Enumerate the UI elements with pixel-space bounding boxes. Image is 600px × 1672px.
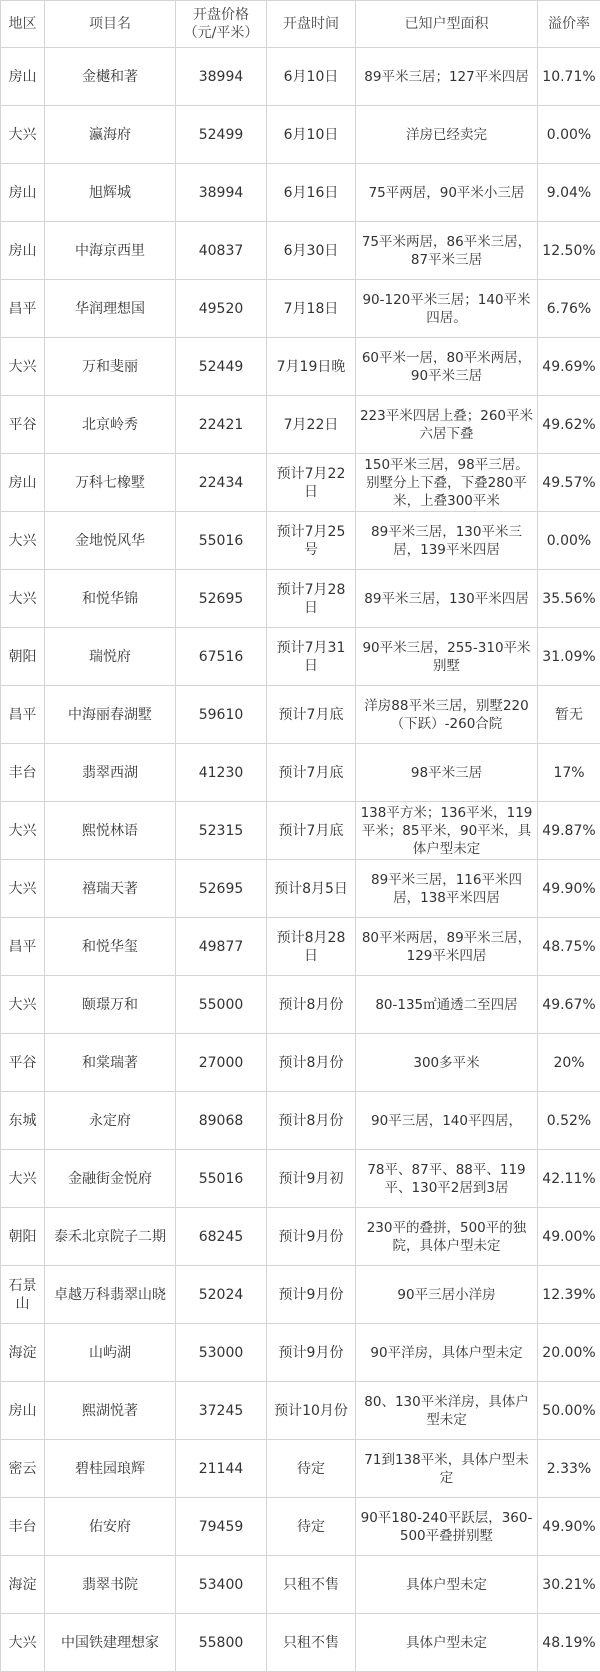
table-row	[1, 48, 600, 106]
district-cell: 昌平	[1, 280, 45, 338]
opening-date-cell: 预计7月25号	[267, 512, 356, 570]
opening-date-cell: 7月22日	[267, 396, 356, 454]
project-name-cell: 瀛海府	[45, 106, 176, 164]
unit-sizes-cell: 89平米三居；127平米四居	[356, 48, 538, 106]
price-cell: 49877	[176, 918, 267, 976]
project-name-cell: 翡翠书院	[45, 1556, 176, 1614]
table-row	[1, 744, 600, 802]
premium-rate-cell: 49.62%	[538, 396, 600, 454]
price-cell: 37245	[176, 1382, 267, 1440]
district-cell: 昌平	[1, 918, 45, 976]
district-cell: 密云	[1, 1440, 45, 1498]
price-cell: 22421	[176, 396, 267, 454]
price-cell: 59610	[176, 686, 267, 744]
unit-sizes-cell: 洋房88平米三居，别墅220（下跃）-260合院	[356, 686, 538, 744]
price-cell: 55016	[176, 512, 267, 570]
project-name-cell: 万和斐丽	[45, 338, 176, 396]
premium-rate-cell: 6.76%	[538, 280, 600, 338]
price-cell: 41230	[176, 744, 267, 802]
opening-date-cell: 预计8月份	[267, 1034, 356, 1092]
price-cell: 40837	[176, 222, 267, 280]
district-cell: 房山	[1, 1382, 45, 1440]
district-cell: 房山	[1, 454, 45, 512]
unit-sizes-cell: 138平方米；136平米，119平米；85平米，90平米，具体户型未定	[356, 802, 538, 860]
district-cell: 海淀	[1, 1324, 45, 1382]
project-name-cell: 和棠瑞著	[45, 1034, 176, 1092]
table-row	[1, 860, 600, 918]
project-name-cell: 禧瑞天著	[45, 860, 176, 918]
opening-date-cell: 预计9月初	[267, 1150, 356, 1208]
project-name-cell: 泰禾北京院子二期	[45, 1208, 176, 1266]
header-premium-rate: 溢价率	[538, 1, 600, 48]
price-cell: 55016	[176, 1150, 267, 1208]
district-cell: 昌平	[1, 686, 45, 744]
header-unit-sizes: 已知户型面积	[356, 1, 538, 48]
opening-date-cell: 预计9月份	[267, 1324, 356, 1382]
table-row	[1, 1556, 600, 1614]
district-cell: 大兴	[1, 570, 45, 628]
price-cell: 53000	[176, 1324, 267, 1382]
project-name-cell: 翡翠西湖	[45, 744, 176, 802]
district-cell: 平谷	[1, 1034, 45, 1092]
premium-rate-cell: 49.00%	[538, 1208, 600, 1266]
table-row	[1, 280, 600, 338]
district-cell: 房山	[1, 164, 45, 222]
price-cell: 89068	[176, 1092, 267, 1150]
price-cell: 52695	[176, 860, 267, 918]
unit-sizes-cell: 150平米三居，98平三居。别墅分上下叠，下叠280平米，上叠300平米	[356, 454, 538, 512]
unit-sizes-cell: 90平三居，140平四居，	[356, 1092, 538, 1150]
project-name-cell: 和悦华玺	[45, 918, 176, 976]
table-row	[1, 1150, 600, 1208]
opening-date-cell: 6月30日	[267, 222, 356, 280]
premium-rate-cell: 30.21%	[538, 1556, 600, 1614]
price-cell: 67516	[176, 628, 267, 686]
table-row	[1, 454, 600, 512]
table-row	[1, 570, 600, 628]
premium-rate-cell: 50.00%	[538, 1382, 600, 1440]
premium-rate-cell: 48.75%	[538, 918, 600, 976]
premium-rate-cell: 0.00%	[538, 106, 600, 164]
price-cell: 38994	[176, 48, 267, 106]
unit-sizes-cell: 90平米三居，255-310平米别墅	[356, 628, 538, 686]
header-project-name: 项目名	[45, 1, 176, 48]
premium-rate-cell: 2.33%	[538, 1440, 600, 1498]
unit-sizes-cell: 98平米三居	[356, 744, 538, 802]
price-cell: 49520	[176, 280, 267, 338]
price-cell: 68245	[176, 1208, 267, 1266]
unit-sizes-cell: 具体户型未定	[356, 1556, 538, 1614]
price-cell: 22434	[176, 454, 267, 512]
opening-date-cell: 预计7月底	[267, 686, 356, 744]
unit-sizes-cell: 75平两居，90平米小三居	[356, 164, 538, 222]
district-cell: 大兴	[1, 976, 45, 1034]
district-cell: 大兴	[1, 338, 45, 396]
table-row	[1, 1440, 600, 1498]
project-name-cell: 熙悦林语	[45, 802, 176, 860]
opening-date-cell: 6月16日	[267, 164, 356, 222]
unit-sizes-cell: 90-120平米三居；140平米四居。	[356, 280, 538, 338]
premium-rate-cell: 9.04%	[538, 164, 600, 222]
premium-rate-cell: 42.11%	[538, 1150, 600, 1208]
district-cell: 大兴	[1, 1614, 45, 1672]
district-cell: 房山	[1, 222, 45, 280]
premium-rate-cell: 48.19%	[538, 1614, 600, 1672]
district-cell: 平谷	[1, 396, 45, 454]
premium-rate-cell: 49.90%	[538, 860, 600, 918]
premium-rate-cell: 49.87%	[538, 802, 600, 860]
header-opening-price: 开盘价格（元/平米）	[176, 1, 267, 48]
district-cell: 大兴	[1, 106, 45, 164]
table-row	[1, 686, 600, 744]
project-name-cell: 山屿湖	[45, 1324, 176, 1382]
table-row	[1, 338, 600, 396]
opening-date-cell: 预计8月份	[267, 1092, 356, 1150]
premium-rate-cell: 31.09%	[538, 628, 600, 686]
premium-rate-cell: 暂无	[538, 686, 600, 744]
project-name-cell: 中海京西里	[45, 222, 176, 280]
district-cell: 大兴	[1, 860, 45, 918]
table-row	[1, 1266, 600, 1324]
price-cell: 21144	[176, 1440, 267, 1498]
project-name-cell: 金地悦风华	[45, 512, 176, 570]
premium-rate-cell: 49.57%	[538, 454, 600, 512]
project-name-cell: 北京岭秀	[45, 396, 176, 454]
unit-sizes-cell: 89平米三居，130平米四居	[356, 570, 538, 628]
header-opening-date: 开盘时间	[267, 1, 356, 48]
premium-rate-cell: 0.52%	[538, 1092, 600, 1150]
opening-date-cell: 待定	[267, 1440, 356, 1498]
header-row	[1, 1, 600, 48]
project-name-cell: 卓越万科翡翠山晓	[45, 1266, 176, 1324]
premium-rate-cell: 10.71%	[538, 48, 600, 106]
table-row	[1, 628, 600, 686]
price-cell: 52449	[176, 338, 267, 396]
project-name-cell: 佑安府	[45, 1498, 176, 1556]
opening-date-cell: 预计8月份	[267, 976, 356, 1034]
project-name-cell: 华润理想国	[45, 280, 176, 338]
price-cell: 27000	[176, 1034, 267, 1092]
opening-date-cell: 只租不售	[267, 1614, 356, 1672]
project-name-cell: 金融街金悦府	[45, 1150, 176, 1208]
district-cell: 丰台	[1, 1498, 45, 1556]
unit-sizes-cell: 具体户型未定	[356, 1614, 538, 1672]
district-cell: 东城	[1, 1092, 45, 1150]
opening-date-cell: 只租不售	[267, 1556, 356, 1614]
project-name-cell: 中海丽春湖墅	[45, 686, 176, 744]
price-cell: 55000	[176, 976, 267, 1034]
premium-rate-cell: 0.00%	[538, 512, 600, 570]
header-district: 地区	[1, 1, 45, 48]
opening-date-cell: 预计7月底	[267, 802, 356, 860]
table-row	[1, 512, 600, 570]
unit-sizes-cell: 223平米四居上叠；260平米六居下叠	[356, 396, 538, 454]
project-name-cell: 熙湖悦著	[45, 1382, 176, 1440]
price-cell: 52315	[176, 802, 267, 860]
table-row	[1, 1208, 600, 1266]
unit-sizes-cell: 89平米三居，116平米四居，138平米四居	[356, 860, 538, 918]
opening-date-cell: 7月19日晚	[267, 338, 356, 396]
unit-sizes-cell: 60平米一居，80平米两居，90平米三居	[356, 338, 538, 396]
unit-sizes-cell: 90平180-240平跃层，360-500平叠拼别墅	[356, 1498, 538, 1556]
unit-sizes-cell: 75平米两居，86平米三居，87平米三居	[356, 222, 538, 280]
unit-sizes-cell: 90平洋房，具体户型未定	[356, 1324, 538, 1382]
unit-sizes-cell: 80-135㎡通透二至四居	[356, 976, 538, 1034]
project-name-cell: 万科七橡墅	[45, 454, 176, 512]
opening-date-cell: 预计9月份	[267, 1208, 356, 1266]
project-name-cell: 颐璟万和	[45, 976, 176, 1034]
premium-rate-cell: 49.69%	[538, 338, 600, 396]
table-row	[1, 396, 600, 454]
opening-date-cell: 7月18日	[267, 280, 356, 338]
price-cell: 79459	[176, 1498, 267, 1556]
premium-rate-cell: 12.50%	[538, 222, 600, 280]
project-name-cell: 旭辉城	[45, 164, 176, 222]
unit-sizes-cell: 71到138平米，具体户型未定	[356, 1440, 538, 1498]
price-cell: 52024	[176, 1266, 267, 1324]
district-cell: 海淀	[1, 1556, 45, 1614]
premium-rate-cell: 49.67%	[538, 976, 600, 1034]
project-name-cell: 瑞悦府	[45, 628, 176, 686]
opening-date-cell: 6月10日	[267, 48, 356, 106]
opening-date-cell: 预计7月底	[267, 744, 356, 802]
price-cell: 53400	[176, 1556, 267, 1614]
price-cell: 55800	[176, 1614, 267, 1672]
table-row	[1, 1092, 600, 1150]
opening-date-cell: 预计7月28日	[267, 570, 356, 628]
premium-rate-cell: 20%	[538, 1034, 600, 1092]
opening-date-cell: 预计10月份	[267, 1382, 356, 1440]
district-cell: 大兴	[1, 802, 45, 860]
district-cell: 房山	[1, 48, 45, 106]
premium-rate-cell: 20.00%	[538, 1324, 600, 1382]
premium-rate-cell: 12.39%	[538, 1266, 600, 1324]
opening-date-cell: 预计7月31日	[267, 628, 356, 686]
district-cell: 石景山	[1, 1266, 45, 1324]
table-row	[1, 976, 600, 1034]
table-header	[1, 1, 600, 48]
opening-date-cell: 待定	[267, 1498, 356, 1556]
unit-sizes-cell: 78平、87平、88平、119平、130平2居到3居	[356, 1150, 538, 1208]
table-row	[1, 918, 600, 976]
project-name-cell: 金樾和著	[45, 48, 176, 106]
table-row	[1, 1324, 600, 1382]
unit-sizes-cell: 89平米三居，130平米三居，139平米四居	[356, 512, 538, 570]
table-body	[1, 48, 600, 1672]
table-row	[1, 1382, 600, 1440]
unit-sizes-cell: 洋房已经卖完	[356, 106, 538, 164]
district-cell: 丰台	[1, 744, 45, 802]
unit-sizes-cell: 300多平米	[356, 1034, 538, 1092]
unit-sizes-cell: 80、130平米洋房，具体户型未定	[356, 1382, 538, 1440]
unit-sizes-cell: 90平三居小洋房	[356, 1266, 538, 1324]
opening-date-cell: 6月10日	[267, 106, 356, 164]
premium-rate-cell: 17%	[538, 744, 600, 802]
table-row	[1, 1614, 600, 1672]
table-row	[1, 164, 600, 222]
project-name-cell: 碧桂园琅辉	[45, 1440, 176, 1498]
table-row	[1, 222, 600, 280]
table-row	[1, 1034, 600, 1092]
district-cell: 朝阳	[1, 1208, 45, 1266]
price-cell: 52499	[176, 106, 267, 164]
unit-sizes-cell: 80平米两居，89平米三居，129平米四居	[356, 918, 538, 976]
opening-date-cell: 预计8月5日	[267, 860, 356, 918]
price-cell: 38994	[176, 164, 267, 222]
premium-rate-cell: 35.56%	[538, 570, 600, 628]
district-cell: 大兴	[1, 512, 45, 570]
project-name-cell: 中国铁建理想家	[45, 1614, 176, 1672]
table-row	[1, 802, 600, 860]
district-cell: 朝阳	[1, 628, 45, 686]
opening-date-cell: 预计8月28日	[267, 918, 356, 976]
table-row	[1, 106, 600, 164]
project-name-cell: 和悦华锦	[45, 570, 176, 628]
opening-date-cell: 预计7月22日	[267, 454, 356, 512]
district-cell: 大兴	[1, 1150, 45, 1208]
table-row	[1, 1498, 600, 1556]
project-name-cell: 永定府	[45, 1092, 176, 1150]
price-cell: 52695	[176, 570, 267, 628]
unit-sizes-cell: 230平的叠拼，500平的独院，具体户型未定	[356, 1208, 538, 1266]
opening-date-cell: 预计9月份	[267, 1266, 356, 1324]
premium-rate-cell: 49.90%	[538, 1498, 600, 1556]
